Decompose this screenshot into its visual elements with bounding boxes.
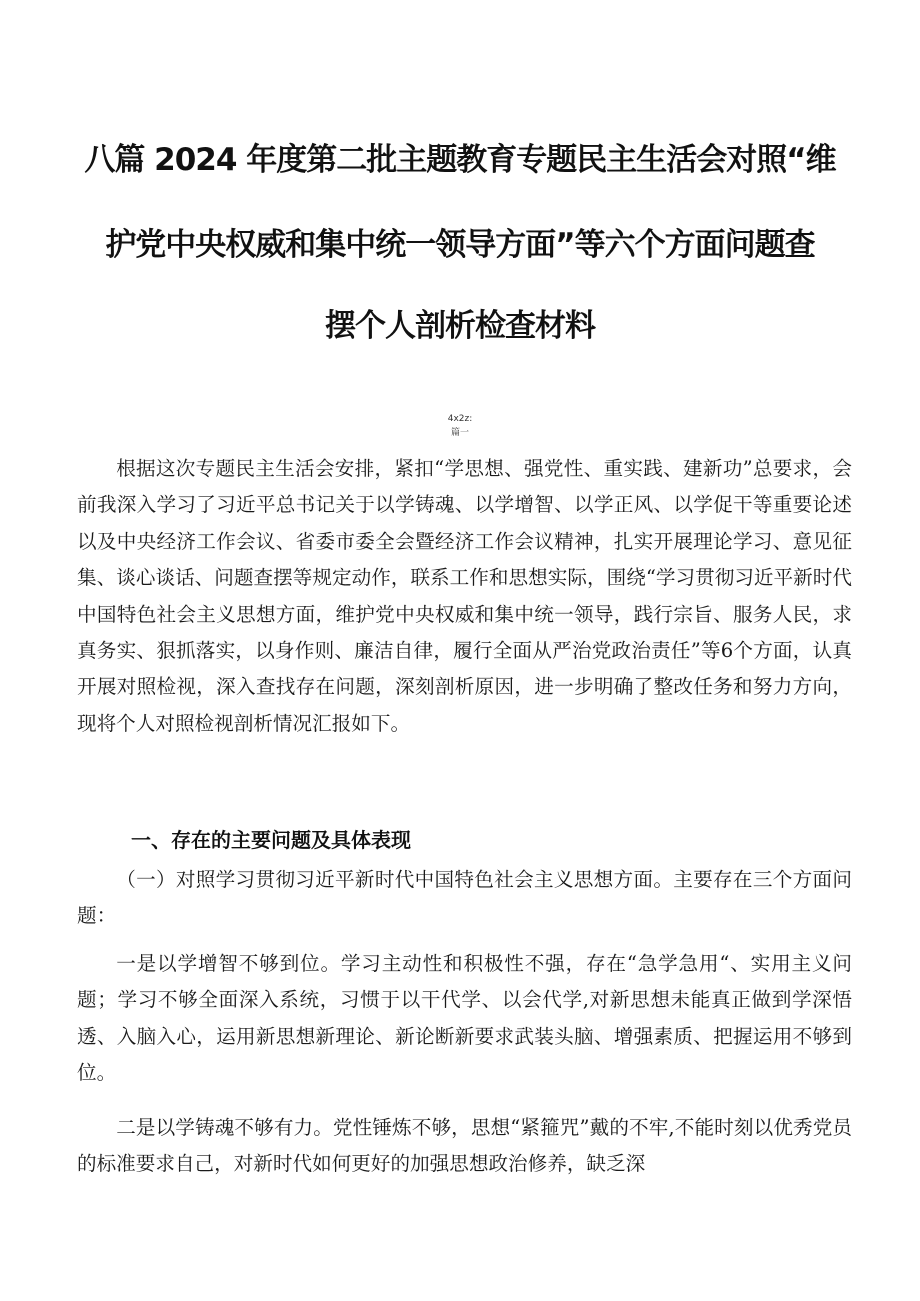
subsection-paragraph: （一）对照学习贯彻习近平新时代中国特色社会主义思想方面。主要存在三个方面问题： <box>77 868 852 928</box>
point-two-paragraph: 二是以学铸魂不够有力。党性锤炼不够，思想“紧箍咒”戴的不牢,不能时刻以优秀党员的标准要求自己，对新时代如何更好的加强思想政治修养，缺乏深 <box>77 1116 852 1176</box>
intro-paragraph: 根据这次专题民主生活会安排，紧扣“学思想、强党性、重实践、建新功”总要求，会前我深入学习了习近平总书记关于以学铸魂、以学增智、以学正风、以学促干等重要论述以及中央经济工作会议、省委市委全会暨经济工作会议精神，扎实开展理论学习、意见征集、谈心谈话、问题查摆等规定动作，联系工作和思想实际，围绕“学习贯彻习近平新时代中国特色社会主义思想方面，维护党中央权威和集中统一领导，践行宗旨、服务人民，求真务实、狠抓落实，以身作则、廉洁自律，履行全面从严治党政治责任”等6个方面，认真开展对照检视，深入查找存在问题，深刻剖析原因，进一步明确了整改任务和努力方向，现将个人对照检视剖析情况汇报如下。 <box>77 457 852 735</box>
point-one-paragraph: 一是以学增智不够到位。学习主动性和积极性不强，存在“急学急用“、实用主义问题；学习不够全面深入系统，习惯于以干代学、以会代学,对新思想未能真正做到学深悟透、入脑入心，运用新思想新理论、新论断新要求武装头脑、增强素质、把握运用不够到位。 <box>77 952 852 1085</box>
document-title-line-2: 护党中央权威和集中统一领导方面”等六个方面问题查 <box>105 227 815 263</box>
small-mark-line-1: 4x2z: <box>447 414 473 424</box>
small-mark-line-2: 篇一 <box>450 428 469 438</box>
document-title-line-1: 八篇 2024 年度第二批主题教育专题民主生活会对照“维 <box>84 142 836 178</box>
document-title-line-3: 摆个人剖析检查材料 <box>325 308 595 344</box>
section-heading: 一、存在的主要问题及具体表现 <box>131 828 411 852</box>
